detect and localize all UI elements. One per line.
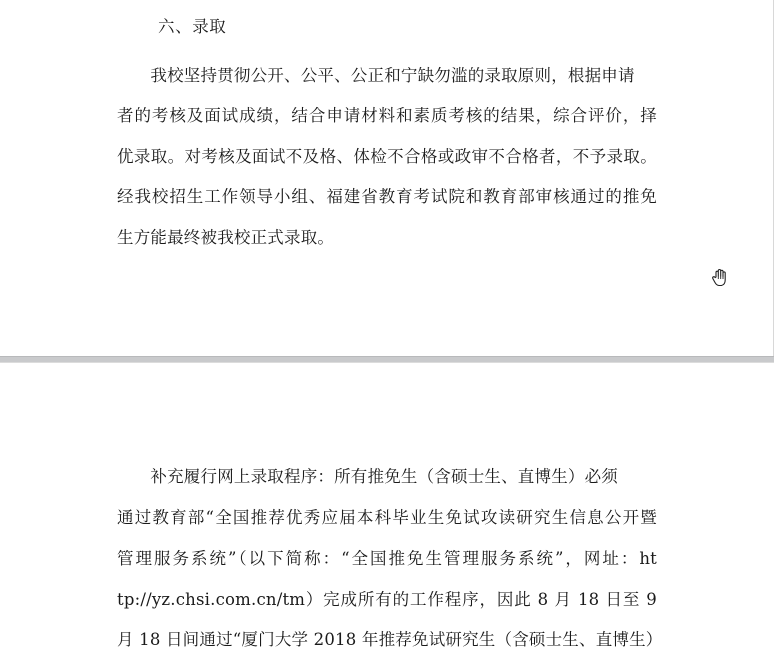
- paragraph-line: 补充履行网上录取程序：所有推免生（含硕士生、直博生）必须: [117, 467, 618, 486]
- paragraph-line: 经我校招生工作领导小组、福建省教育考试院和教育部审核通过的推免: [117, 187, 657, 206]
- paragraph-line: tp://yz.chsi.com.cn/tm）完成所有的工作程序，因此 8 月 18 日至 9: [117, 590, 657, 609]
- page-separator: [0, 356, 774, 363]
- paragraph-line: 管理服务系统”（以下简称：“全国推免生管理服务系统”，网址：ht: [117, 549, 657, 568]
- document-page-lower: [0, 363, 774, 667]
- paragraph-line: 我校坚持贯彻公开、公平、公正和宁缺勿滥的录取原则，根据申请: [117, 66, 635, 85]
- paragraph-line: 生方能最终被我校正式录取。: [117, 228, 335, 247]
- paragraph-line: 通过教育部“全国推荐优秀应届本科毕业生免试攻读研究生信息公开暨: [117, 508, 657, 527]
- section-heading: 六、录取: [158, 17, 227, 36]
- paragraph-line: 者的考核及面试成绩，结合申请材料和素质考核的结果，综合评价，择: [117, 106, 657, 125]
- paragraph-line: 月 18 日间通过“厦门大学 2018 年推荐免试研究生（含硕士生、直博生）: [117, 630, 663, 649]
- hand-pointer-icon: [711, 268, 729, 288]
- paragraph-line: 优录取。对考核及面试不及格、体检不合格或政审不合格者，不予录取。: [117, 147, 657, 166]
